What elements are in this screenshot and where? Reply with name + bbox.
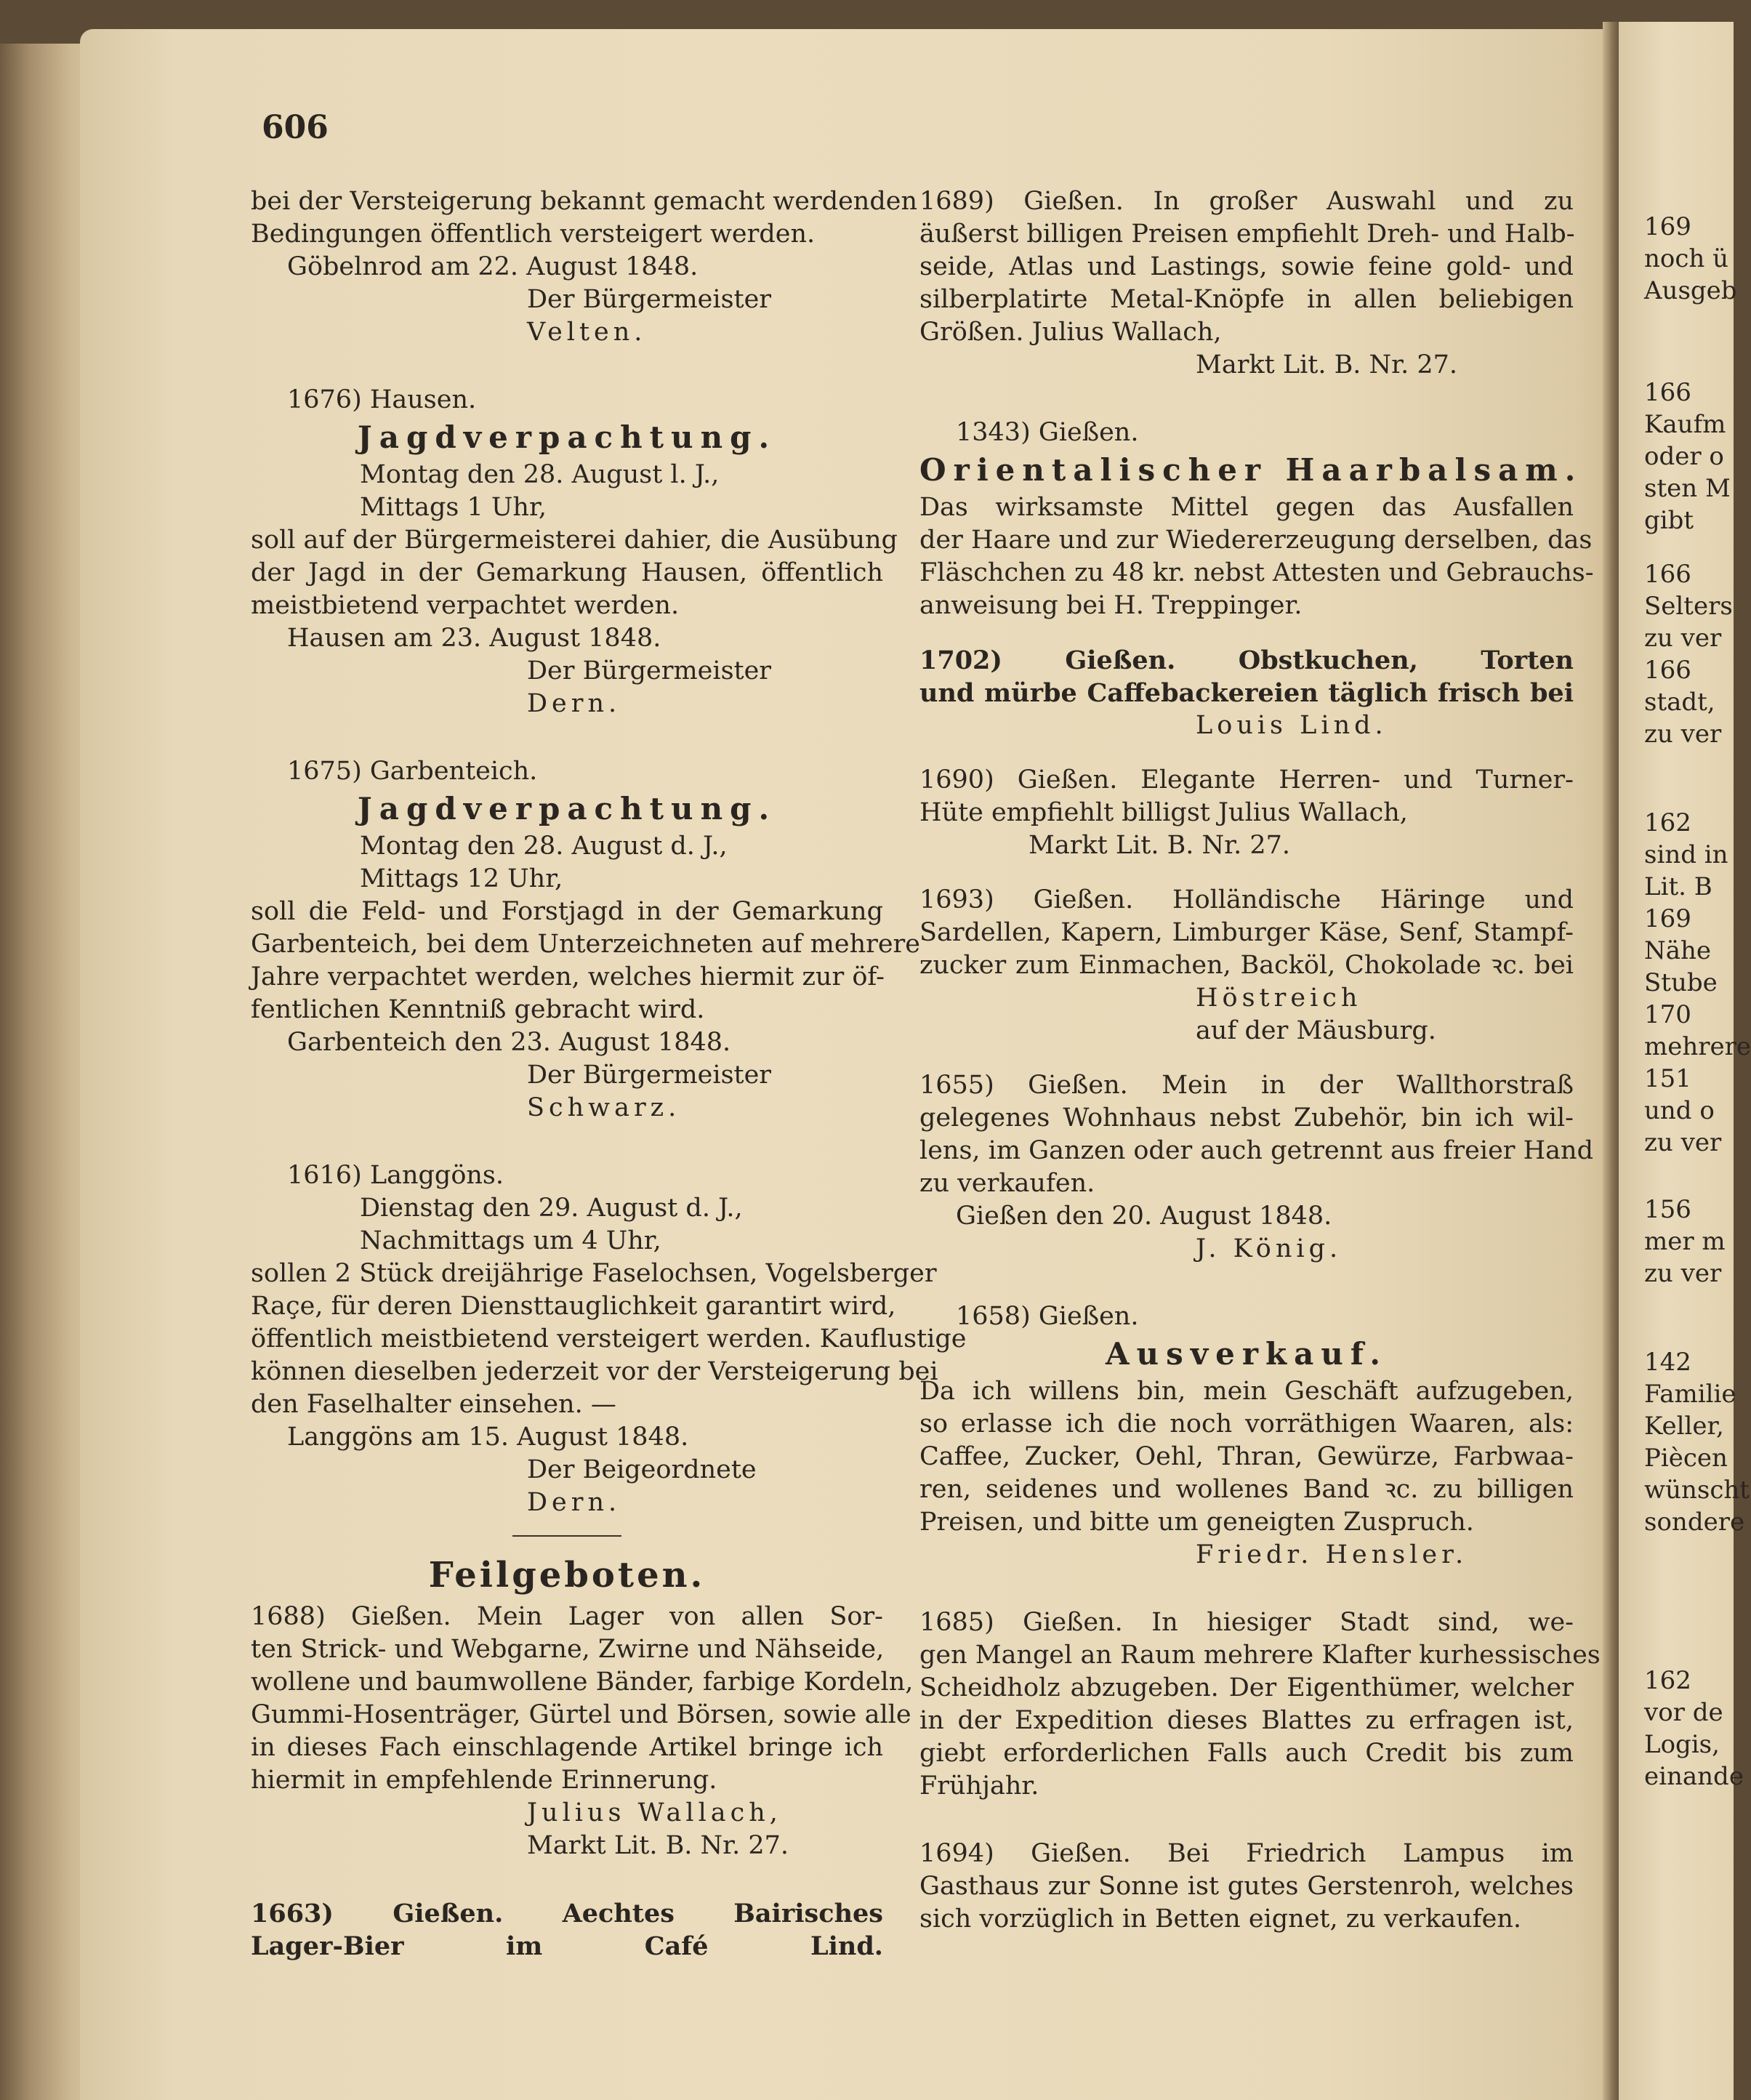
text-line: zu ver	[1644, 1259, 1722, 1288]
spacer	[1644, 307, 1746, 342]
text-line: ten Strick- und Webgarne, Zwirne und Nähseide,	[251, 1635, 885, 1664]
text-line: so erlasse ich die noch vorräthigen Waaren, als:	[919, 1409, 1574, 1439]
notice-title: Jagdverpachtung.	[357, 791, 777, 826]
text-line: Dern.	[527, 689, 621, 718]
text-line: Markt Lit. B. Nr. 27.	[1029, 831, 1290, 860]
spacer	[919, 1047, 1574, 1069]
facing-page-column	[1644, 211, 1751, 1793]
spacer	[1644, 750, 1746, 785]
spacer	[1644, 1324, 1746, 1346]
text-line: 1616) Langgöns.	[287, 1161, 504, 1190]
text-line: gibt	[1644, 506, 1694, 535]
text-line: Lit. B	[1644, 872, 1712, 901]
text-line: Der Bürgermeister	[527, 1061, 772, 1090]
notice-title: Ausverkauf.	[1105, 1336, 1388, 1372]
spacer	[1644, 1538, 1746, 1573]
text-line: 166	[1644, 560, 1691, 589]
text-line: Langgöns am 15. August 1848.	[287, 1423, 689, 1452]
text-line: wollene und baumwollene Bänder, farbige Kordeln,	[251, 1667, 914, 1697]
text-line: Stube	[1644, 968, 1718, 997]
text-line: Das wirksamste Mittel gegen das Ausfallen	[919, 493, 1574, 522]
spacer	[1644, 785, 1746, 807]
text-line: 1675) Garbenteich.	[287, 757, 538, 786]
text-line: Velten.	[527, 318, 647, 347]
text-line: der Jagd in der Gemarkung Hausen, öffentlich	[251, 558, 883, 587]
text-line: bei der Versteigerung bekannt gemacht werdenden	[251, 187, 918, 216]
text-line: 1655) Gießen. Mein in der Wallthorstraß	[919, 1071, 1574, 1100]
text-line: 162	[1644, 1666, 1691, 1695]
text-line: sondere	[1644, 1508, 1745, 1537]
text-line: seide, Atlas und Lastings, sowie feine gold- und	[919, 252, 1574, 281]
spacer	[251, 1125, 883, 1159]
text-line: Selters	[1644, 592, 1733, 621]
text-line: sind in	[1644, 840, 1728, 869]
text-line: Göbelnrod am 22. August 1848.	[287, 252, 699, 281]
text-line: äußerst billigen Preisen empfiehlt Dreh- und Halb-	[919, 220, 1575, 249]
text-line: Montag den 28. August d. J.,	[360, 832, 728, 861]
text-line: Preisen, und bitte um geneigten Zuspruch.	[919, 1508, 1474, 1537]
spacer	[919, 382, 1574, 417]
spacer	[919, 1572, 1574, 1606]
text-line: Lager-Bier im Café Lind.	[251, 1931, 883, 1961]
text-line: Der Bürgermeister	[527, 656, 772, 685]
text-line: Markt Lit. B. Nr. 27.	[1196, 350, 1457, 379]
text-line: 1658) Gießen.	[956, 1302, 1139, 1331]
spacer	[1644, 1290, 1746, 1324]
text-line: Sardellen, Kapern, Limburger Käse, Senf, Stampf-	[919, 918, 1574, 947]
section-rule	[512, 1535, 621, 1537]
text-line: 1689) Gießen. In großer Auswahl und zu	[919, 187, 1574, 216]
text-line: anweisung bei H. Treppinger.	[919, 591, 1303, 620]
book-gutter	[1603, 22, 1619, 2100]
text-line: zucker zum Einmachen, Backöl, Chokolade ꝛc. bei	[919, 951, 1574, 980]
text-line: Louis Lind.	[1196, 711, 1388, 740]
text-line: auf der Mäusburg.	[1196, 1016, 1436, 1045]
text-line: 169	[1644, 212, 1691, 241]
text-line: silberplatirte Metal-Knöpfe in allen beliebigen	[919, 285, 1574, 314]
text-line: Dienstag den 29. August d. J.,	[360, 1194, 743, 1223]
spacer	[919, 862, 1574, 884]
text-line: 1663) Gießen. Aechtes Bairisches	[251, 1899, 883, 1928]
text-line: 1676) Hausen.	[287, 385, 477, 414]
text-line: der Haare und zur Wiedererzeugung derselben, das	[919, 526, 1593, 555]
text-line: Kaufm	[1644, 410, 1726, 439]
text-line: giebt erforderlichen Falls auch Credit bis zum	[919, 1739, 1574, 1768]
text-line: Garbenteich, bei dem Unterzeichneten auf mehrere	[251, 930, 921, 959]
text-line: Montag den 28. August l. J.,	[360, 460, 720, 489]
text-line: und mürbe Caffebackereien täglich frisch bei	[919, 678, 1574, 708]
text-line: sten M	[1644, 474, 1731, 503]
text-line: noch ü	[1644, 244, 1729, 273]
text-line: 142	[1644, 1348, 1691, 1377]
spacer	[1644, 342, 1746, 377]
notice-title: Orientalischer Haarbalsam.	[919, 452, 1583, 488]
spacer	[919, 622, 1574, 644]
text-line: soll die Feld- und Forstjagd in der Gemarkung	[251, 897, 883, 926]
text-line: den Faselhalter einsehen. —	[251, 1390, 616, 1419]
text-line: Mittags 12 Uhr,	[360, 864, 563, 893]
text-line: sollen 2 Stück dreijährige Faselochsen, Vogelsberger	[251, 1259, 937, 1288]
text-line: Der Bürgermeister	[527, 285, 772, 314]
text-line: 1702) Gießen. Obstkuchen, Torten	[919, 645, 1574, 675]
text-line: zu ver	[1644, 624, 1722, 653]
text-line: Der Beigeordnete	[527, 1455, 757, 1484]
text-line: in dieses Fach einschlagende Artikel bringe ich	[251, 1733, 883, 1762]
text-line: stadt,	[1644, 688, 1715, 717]
text-line: meistbietend verpachtet werden.	[251, 591, 680, 620]
text-line: fentlichen Kenntniß gebracht wird.	[251, 995, 705, 1024]
text-line: 156	[1644, 1195, 1691, 1224]
text-line: Piècen	[1644, 1444, 1728, 1473]
text-line: Hausen am 23. August 1848.	[287, 624, 661, 653]
text-line: mer m	[1644, 1227, 1726, 1256]
text-line: Keller,	[1644, 1412, 1724, 1441]
text-line: soll auf der Bürgermeisterei dahier, die Ausübung	[251, 526, 898, 555]
text-line: 1343) Gießen.	[956, 418, 1139, 447]
text-line: öffentlich meistbietend versteigert werden. Kauflustige	[251, 1324, 967, 1353]
spacer	[1644, 1573, 1746, 1608]
left-column	[251, 185, 967, 1963]
text-line: zu verkaufen.	[919, 1169, 1095, 1198]
text-line: Familie	[1644, 1380, 1736, 1409]
page-number: 606	[262, 109, 329, 146]
text-line: J. König.	[1196, 1234, 1343, 1263]
text-line: Garbenteich den 23. August 1848.	[287, 1028, 731, 1057]
text-line: sich vorzüglich in Betten eignet, zu verkaufen.	[919, 1904, 1522, 1934]
text-line: zu ver	[1644, 720, 1722, 749]
text-line: Jahre verpachtet werden, welches hiermit zur öf-	[251, 962, 885, 991]
text-line: 170	[1644, 1000, 1691, 1029]
spacer	[251, 349, 883, 384]
text-line: Caffee, Zucker, Oehl, Thran, Gewürze, Farbwaa-	[919, 1442, 1574, 1471]
text-line: wünscht	[1644, 1476, 1750, 1505]
text-line: gen Mangel an Raum mehrere Klafter kurhessisches	[919, 1641, 1601, 1670]
text-line: ren, seidenes und wollenes Band ꝛc. zu billigen	[919, 1475, 1574, 1504]
text-line: Da ich willens bin, mein Geschäft aufzugeben,	[919, 1377, 1574, 1406]
spacer	[919, 1266, 1574, 1300]
text-line: 1690) Gießen. Elegante Herren- und Turner-	[919, 765, 1574, 794]
text-line: Höstreich	[1196, 983, 1362, 1013]
text-line: 166	[1644, 656, 1691, 685]
text-line: Gasthaus zur Sonne ist gutes Gerstenroh, welches	[919, 1872, 1574, 1901]
text-line: Dern.	[527, 1488, 621, 1517]
spacer	[1644, 1608, 1746, 1643]
text-line: Logis,	[1644, 1730, 1720, 1759]
text-line: lens, im Ganzen oder auch getrennt aus freier Hand	[919, 1136, 1593, 1165]
text-line: Gießen den 20. August 1848.	[956, 1202, 1332, 1231]
spacer	[251, 1862, 883, 1897]
text-line: Julius Wallach,	[527, 1798, 782, 1827]
text-line: Nachmittags um 4 Uhr,	[360, 1226, 661, 1255]
text-line: 1688) Gießen. Mein Lager von allen Sor-	[251, 1602, 883, 1631]
text-line: zu ver	[1644, 1128, 1722, 1157]
spacer	[919, 742, 1574, 764]
right-column	[919, 185, 1601, 1936]
notice-title: Jagdverpachtung.	[357, 419, 777, 455]
text-line: hiermit in empfehlende Erinnerung.	[251, 1766, 717, 1795]
spacer	[1644, 1643, 1746, 1665]
text-line: Scheidholz abzugeben. Der Eigenthümer, welcher	[919, 1673, 1574, 1702]
text-line: einande	[1644, 1762, 1744, 1791]
text-line: oder o	[1644, 442, 1724, 471]
text-line: 169	[1644, 904, 1691, 933]
text-line: Frühjahr.	[919, 1771, 1039, 1801]
text-line: Gummi-Hosenträger, Gürtel und Börsen, sowie alle	[251, 1700, 911, 1729]
text-line: Bedingungen öffentlich versteigert werden.	[251, 220, 816, 249]
text-line: 162	[1644, 808, 1691, 837]
text-line: Mittags 1 Uhr,	[360, 493, 547, 522]
spacer	[1644, 1159, 1746, 1194]
text-line: Schwarz.	[527, 1093, 681, 1122]
text-line: Ausgeb	[1644, 276, 1737, 305]
text-line: Raçe, für deren Diensttauglichkeit garantirt wird,	[251, 1292, 896, 1321]
spacer	[919, 1803, 1574, 1838]
text-line: 1694) Gießen. Bei Friedrich Lampus im	[919, 1839, 1574, 1868]
text-line: 1685) Gießen. In hiesiger Stadt sind, we-	[919, 1608, 1574, 1637]
text-line: und o	[1644, 1096, 1715, 1125]
text-line: Hüte empfiehlt billigst Julius Wallach,	[919, 798, 1408, 827]
text-line: in der Expedition dieses Blattes zu erfragen ist,	[919, 1706, 1574, 1735]
text-line: 166	[1644, 378, 1691, 407]
text-line: Nähe	[1644, 936, 1712, 965]
text-line: Größen. Julius Wallach,	[919, 318, 1222, 347]
spacer	[251, 720, 883, 755]
text-line: gelegenes Wohnhaus nebst Zubehör, bin ich wil-	[919, 1103, 1574, 1133]
text-line: 151	[1644, 1064, 1691, 1093]
text-line: 1693) Gießen. Holländische Häringe und	[919, 885, 1574, 914]
spacer	[1644, 536, 1746, 558]
section-heading: Feilgeboten.	[428, 1555, 706, 1596]
text-line: vor de	[1644, 1698, 1723, 1727]
text-line: mehrere	[1644, 1032, 1751, 1061]
text-line: Markt Lit. B. Nr. 27.	[527, 1831, 789, 1860]
text-line: Fläschchen zu 48 kr. nebst Attesten und Gebrauchs-	[919, 558, 1594, 587]
text-line: können dieselben jederzeit vor der Versteigerung bei	[251, 1357, 938, 1386]
text-line: Friedr. Hensler.	[1196, 1540, 1468, 1569]
